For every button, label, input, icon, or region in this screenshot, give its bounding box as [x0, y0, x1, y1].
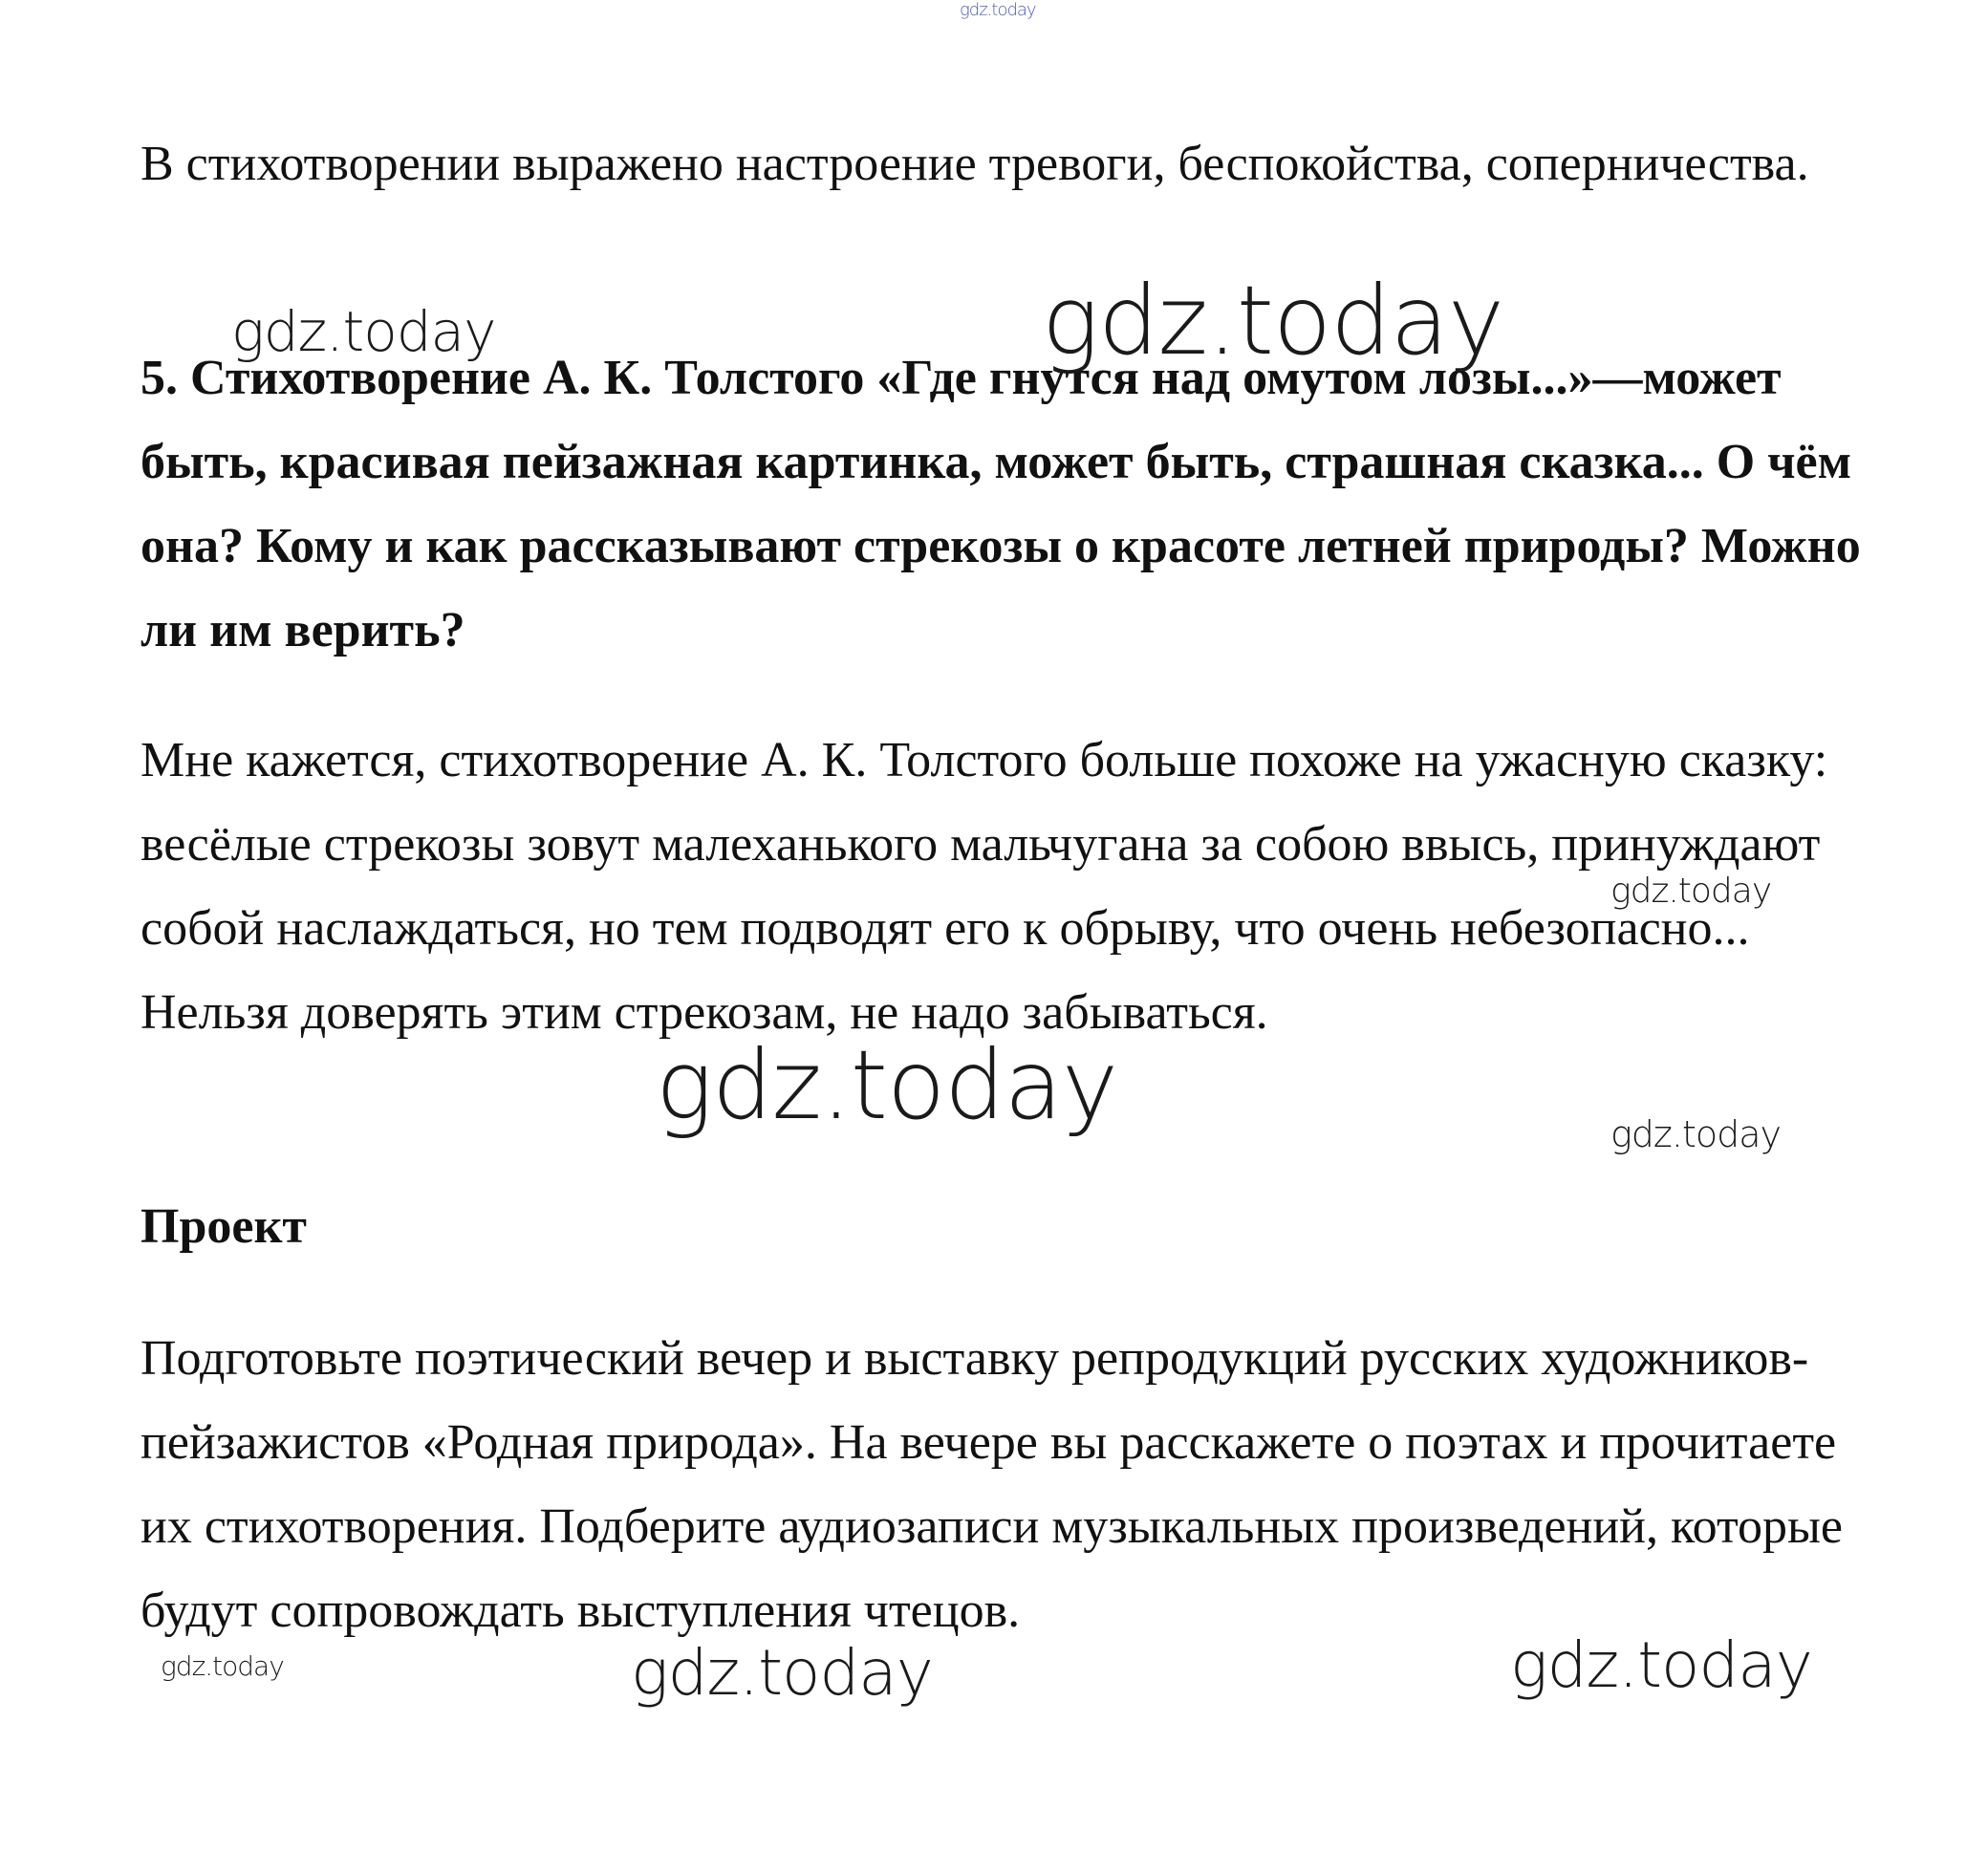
watermark: gdz.today [1610, 872, 1772, 911]
section-heading-project: Проект [140, 1199, 307, 1254]
watermark: gdz.today [1610, 1113, 1781, 1155]
watermark: gdz.today [631, 1636, 933, 1710]
question-5: 5. Стихотворение А. К. Толстого «Где гнутся над омутом лозы...»—может быть, красивая пейзажная картинка, может быть, страшная сказка... О чём она? Кому и как рассказывают стрекозы о красоте летней природы? Можно ли им верить? [140, 351, 1861, 657]
watermark-small: gdz.today [161, 1650, 284, 1682]
answer-paragraph-mood: В стихотворении выражено настроение тревоги, беспокойства, соперничества. [140, 137, 1809, 191]
watermark-large: gdz.today [1042, 265, 1504, 377]
answer-paragraph-tolstoy: Мне кажется, стихотворение А. К. Толстого больше похоже на ужасную сказку: весёлые стрекозы зовут малеханького мальчугана за собою ввысь, принуждают собой наслаждаться, но тем подводят его к обрыву, что очень небезопасно... Нельзя доверять этим стрекозам, не надо забываться. [140, 733, 1828, 1040]
watermark: gdz.today [231, 299, 496, 364]
watermark-large: gdz.today [656, 1029, 1118, 1141]
watermark-top: gdz.today [960, 0, 1036, 20]
project-task-paragraph: Подготовьте поэтический вечер и выставку репродукций русских художников-пейзажистов «Родная природа». На вечере вы расскажете о поэтах и прочитаете их стихотворения. Подберите аудиозаписи музыкальных произведений, которые будут сопровождать выступления чтецов. [140, 1331, 1843, 1638]
watermark: gdz.today [1510, 1628, 1812, 1702]
